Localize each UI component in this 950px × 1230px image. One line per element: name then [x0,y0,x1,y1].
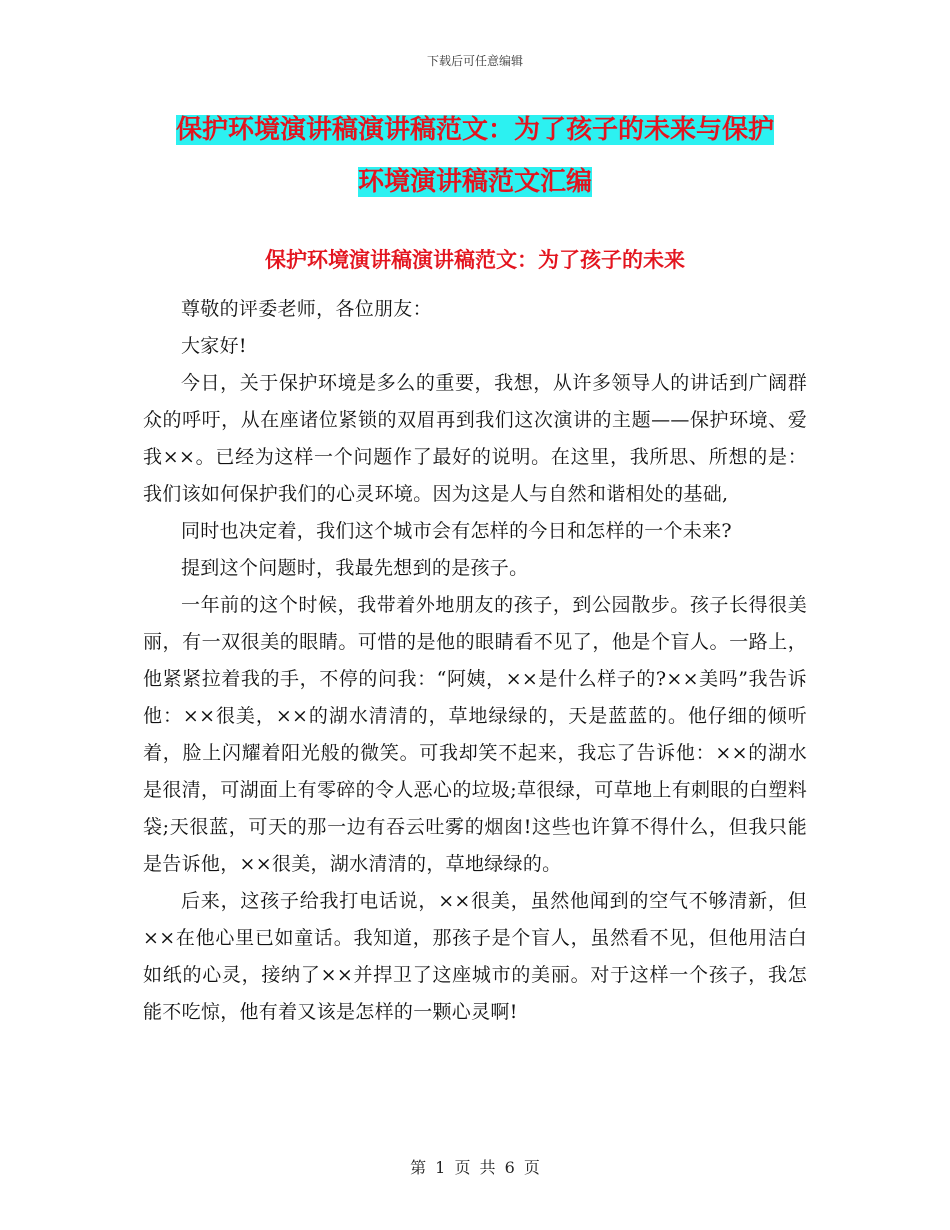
paragraph: 尊敬的评委老师，各位朋友： [181,298,432,320]
paragraph: 一年前的这个时候，我带着外地朋友的孩子，到公园散步。孩子长得很美丽，有一双很美的眼睛。可惜的是他的眼睛看不见了，他是个盲人。一路上，他紧紧拉着我的手，不停的问我：“阿姨，××是什么样子的?××美吗”我告诉他：××很美，××的湖水清清的，草地绿绿的，天是蓝蓝的。他仔细的倾听着，脸上闪耀着阳光般的微笑。可我却笑不起来，我忘了告诉他：××的湖水是很清，可湖面上有零碎的令人恶心的垃圾;草很绿，可草地上有刺眼的白塑料袋;天很蓝，可天的那一边有吞云吐雾的烟囱!这些也许算不得什么，但我只能是告诉他，××很美，湖水清清的，草地绿绿的。 [143,594,807,875]
header-note: 下载后可任意编辑 [426,54,523,68]
paragraph: 提到这个问题时，我最先想到的是孩子。 [181,557,529,579]
section-title: 保护环境演讲稿演讲稿范文：为了孩子的未来 [265,248,685,272]
document-title [140,104,810,208]
paragraph: 后来，这孩子给我打电话说，××很美，虽然他闻到的空气不够清新，但××在他心里已如童话。我知道，那孩子是个盲人，虽然看不见，但他用洁白如纸的心灵，接纳了××并捍卫了这座城市的美丽。对于这样一个孩子，我怎能不吃惊，他有着又该是怎样的一颗心灵啊! [143,890,807,1023]
page-number: 第 1 页 共 6 页 [410,1158,540,1177]
title-line-2: 环境演讲稿范文汇编 [357,167,592,197]
paragraph: 同时也决定着，我们这个城市会有怎样的今日和怎样的一个未来? [181,520,732,542]
body-text [143,291,807,1031]
title-line-1: 保护环境演讲稿演讲稿范文：为了孩子的未来与保护 [175,115,774,145]
paragraph: 大家好! [181,335,247,357]
paragraph: 今日，关于保护环境是多么的重要，我想，从许多领导人的讲话到广阔群众的呼吁，从在座诸位紧锁的双眉再到我们这次演讲的主题——保护环境、爱我××。已经为这样一个问题作了最好的说明。在这里，我所思、所想的是：我们该如何保护我们的心灵环境。因为这是人与自然和谐相处的基础, [143,372,807,505]
